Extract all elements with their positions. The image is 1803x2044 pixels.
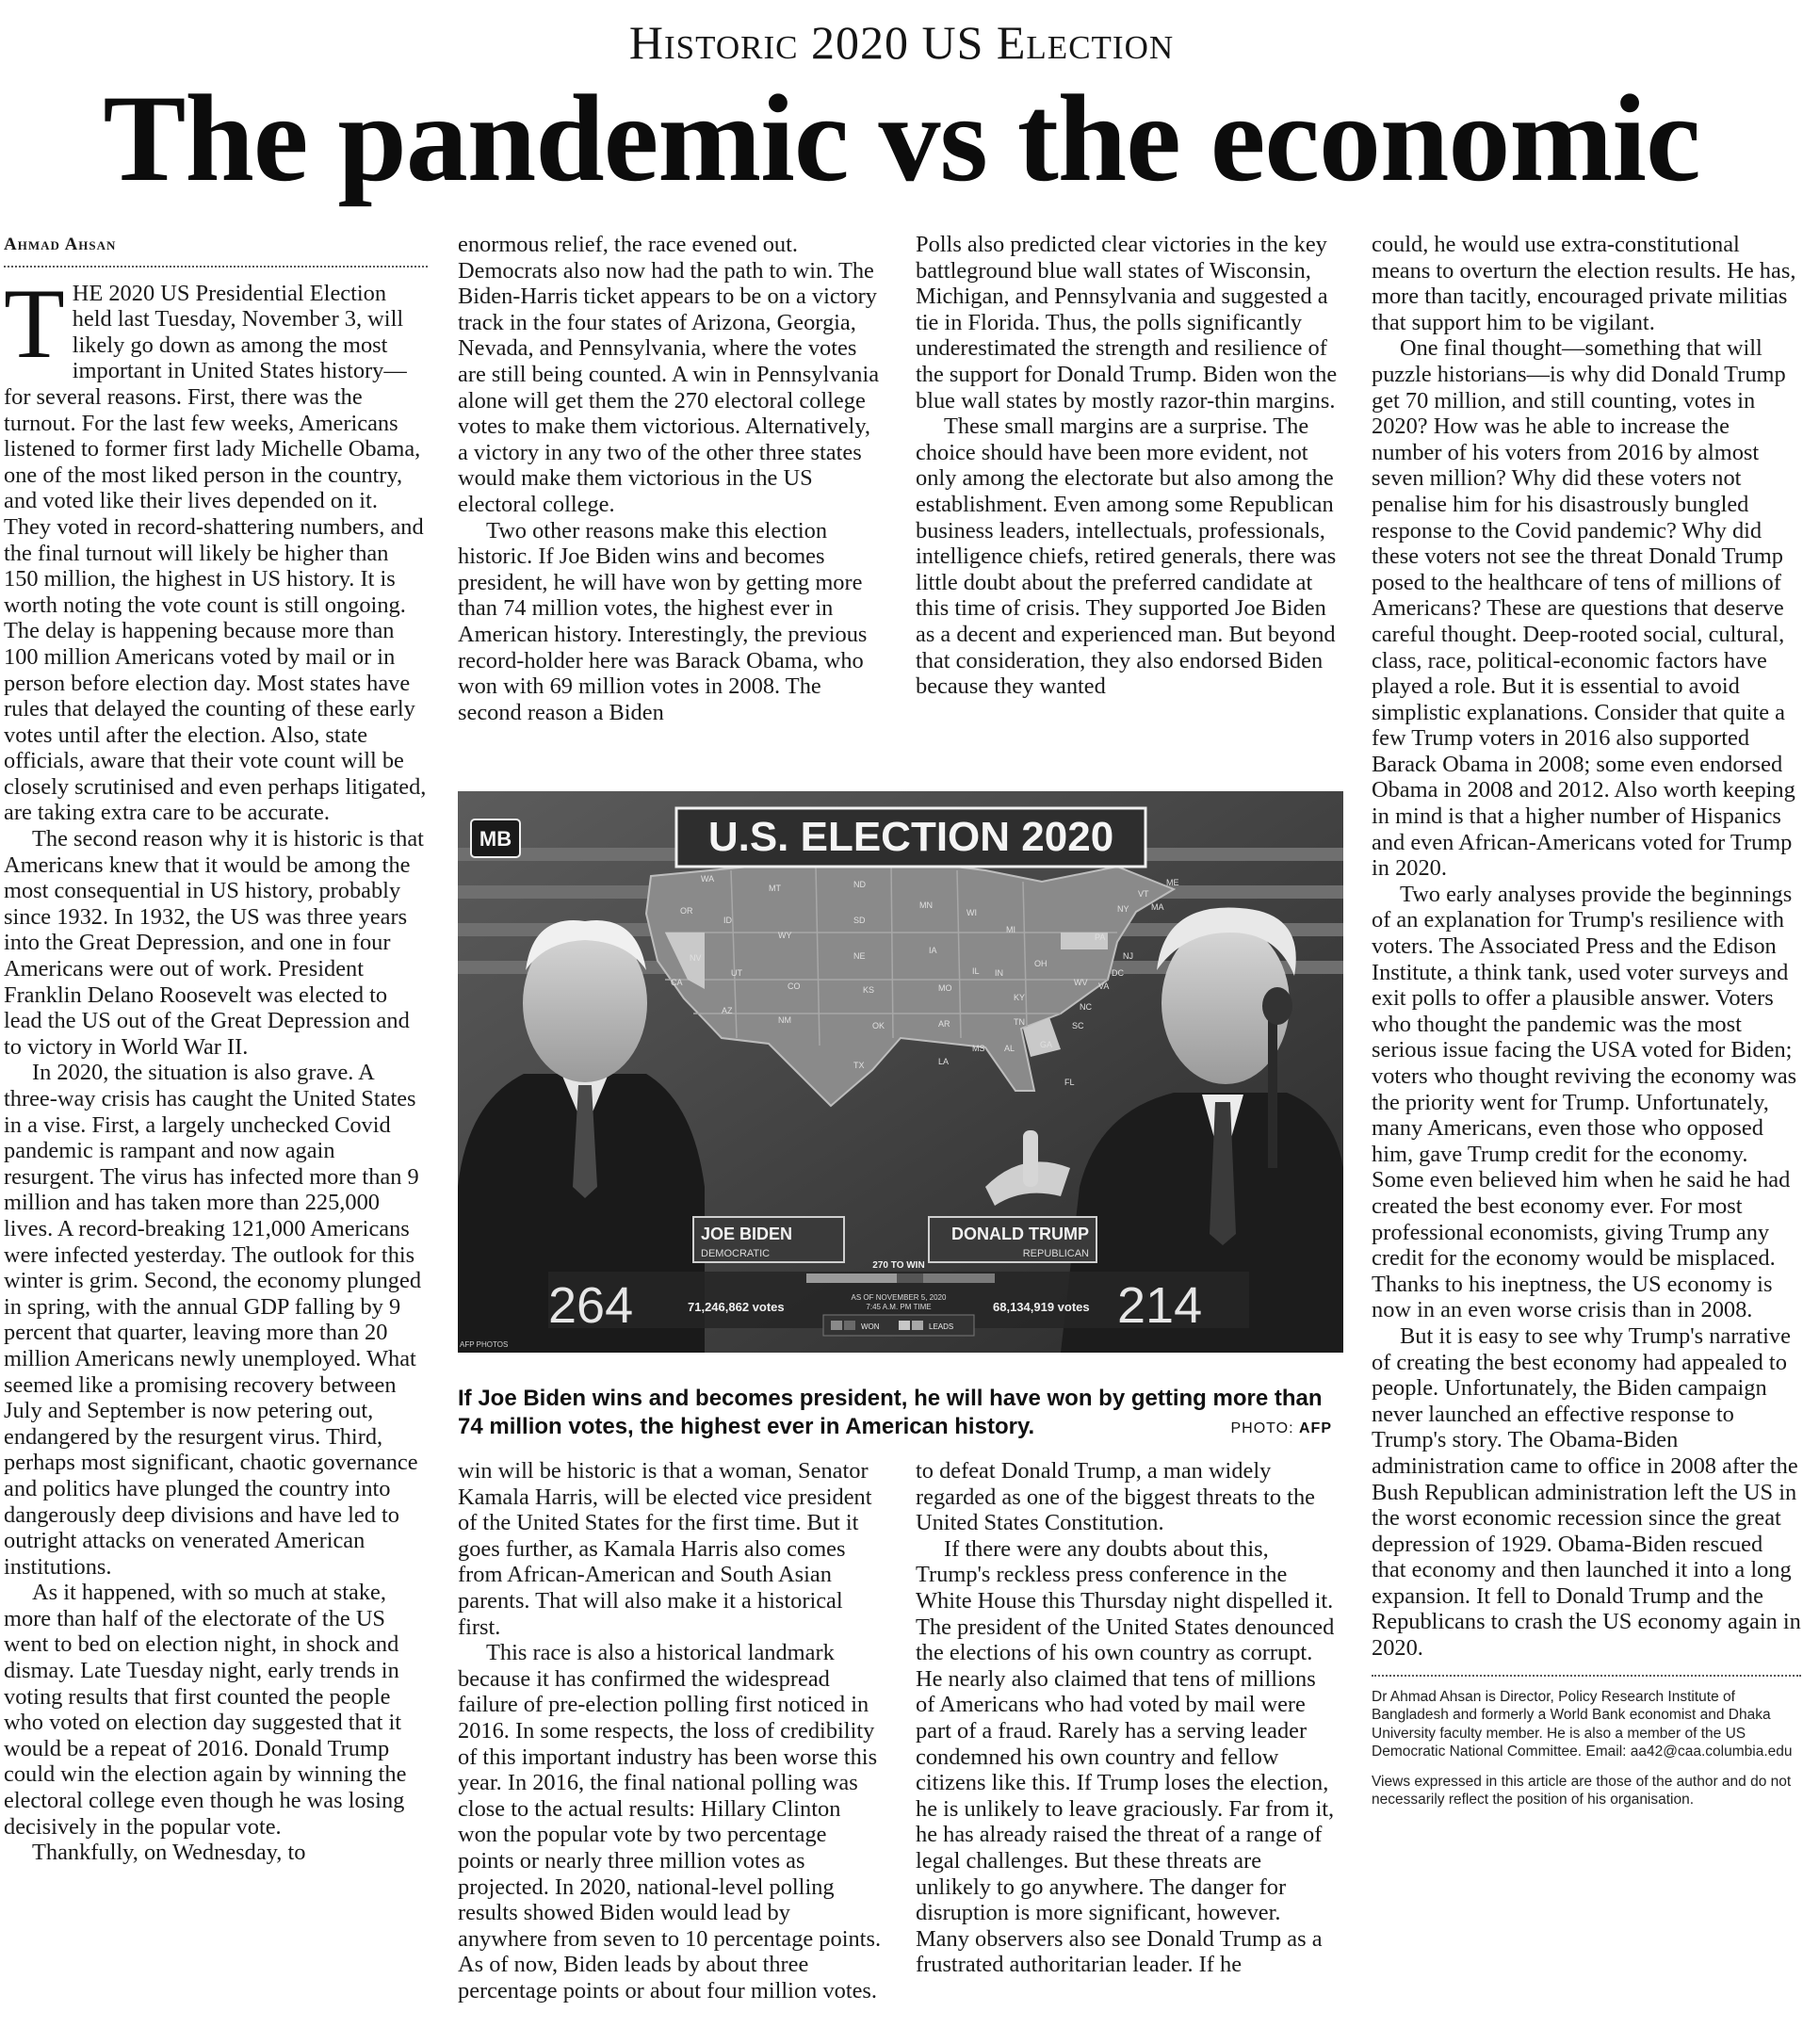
state-label-in: IN: [995, 968, 1003, 978]
state-label-la: LA: [938, 1057, 950, 1066]
progress-trump: [923, 1273, 995, 1283]
legend-leads: LEADS: [929, 1322, 954, 1331]
caption-text: If Joe Biden wins and becomes president, he will have won by getting more than 74 million votes, the highest ever in American history.: [458, 1386, 1323, 1439]
trump-electoral-votes: 214: [1117, 1277, 1203, 1334]
photo-caption: [458, 1385, 1343, 1441]
election-photo: [458, 791, 1343, 1353]
state-label-sd: SD: [853, 916, 866, 925]
state-label-wy: WY: [778, 931, 792, 940]
state-label-nd: ND: [853, 880, 866, 889]
as-of-time: 7:45 A.M. PM TIME: [866, 1303, 932, 1311]
state-label-ks: KS: [863, 985, 875, 995]
paragraph: This race is also a historical landmark because it has confirmed the widespread failure of pre-election polling first noticed in 2016. In some respects, the loss of credibility of this important industry has been worse this year. In 2016, the final national polling was close to the actual results: Hillary Clinton won the popular vote by two percentage points or nearly three million votes as projected. In 2020, national-level polling results showed Biden would lead by anywhere from seven to 10 percentage points. As of now, Biden leads by about three percentage points or about four million votes.: [458, 1640, 882, 2003]
biden-electoral-votes: 264: [548, 1277, 634, 1334]
state-label-sc: SC: [1072, 1021, 1084, 1030]
mb-logo: MB: [479, 827, 512, 851]
state-label-nc: NC: [1080, 1002, 1092, 1012]
state-label-ut: UT: [731, 968, 742, 978]
state-label-wv: WV: [1074, 978, 1088, 987]
state-label-or: OR: [680, 906, 693, 916]
state-label-nm: NM: [778, 1015, 791, 1025]
to-win-label: 270 TO WIN: [872, 1260, 925, 1271]
state-label-pa: PA: [1095, 933, 1106, 942]
author-bio-text: Dr Ahmad Ahsan is Director, Policy Research Institute of Bangladesh and formerly a World Bank economist and Dhaka University faculty member. He is also a member of the US Democratic National Committee. Email: aa42@caa.columbia.edu: [1372, 1688, 1793, 1760]
author-bio: [1372, 1675, 1801, 1809]
trump-party: REPUBLICAN: [1022, 1248, 1089, 1259]
as-of-date: AS OF NOVEMBER 5, 2020: [851, 1293, 947, 1302]
state-label-ok: OK: [872, 1021, 885, 1030]
paragraph: In 2020, the situation is also grave. A three-way crisis has caught the United States in a vise. First, a largely unchecked Covid pandemic is rampant and now again resurgent. The virus has infected more than 9 million and has taken more than 225,000 lives. A record-breaking 121,000 Americans were infected yesterday. The outlook for this winter is grim. Second, the economy plunged in spring, with the annual GDP falling by 9 percent that quarter, leaving more than 20 million Americans newly unemployed. What seemed like a promising recovery between July and September is now petering out, endangered by the resurgent virus. Third, perhaps most significant, chaotic governance and politics have plunged the country into dangerously deep divisions and have led to outright attacks on venerated American institutions.: [4, 1060, 422, 1580]
headline: The pandemic vs the economic: [103, 69, 1700, 207]
state-label-ms: MS: [972, 1044, 985, 1053]
paragraph: enormous relief, the race evened out. Democrats also now had the path to win. The Biden-Harris ticket appears to be on a victory track in the four states of Arizona, Georgia, Nevada, and Pennsylvania, where the votes are still being counted. A win in Pennsylvania alone will get them the 270 electoral college votes to make them victorious. Alternatively, a victory in any two of the other three states would make them victorious in the US electoral college.: [458, 232, 880, 517]
state-label-ne: NE: [853, 951, 866, 961]
state-label-ca: CA: [671, 978, 683, 987]
paragraph: If there were any doubts about this, Trump's reckless press conference in the White House this Thursday night dispelled it. The president of the United States denounced the elections of his own country as corrupt. He nearly also claimed that tens of millions of Americans who had voted by mail were part of a fraud. Rarely has a serving leader condemned his own country and fellow citizens like this. If Trump loses the election, he is unlikely to leave graciously. Far from it, he has already raised the threat of a range of legal challenges. But these threats are unlikely to go anywhere. The danger for disruption is more significant, however. Many observers also see Donald Trump as a frustrated authoritarian leader. If he: [916, 1535, 1335, 1978]
paragraph: win will be historic is that a woman, Senator Kamala Harris, will be elected vice president of the United States for the first time. But it goes further, as Kamala Harris also comes from African-American and South Asian parents. That will also make it a historical first.: [458, 1458, 872, 1640]
state-label-nj: NJ: [1123, 951, 1133, 961]
state-label-ma: MA: [1151, 902, 1164, 912]
column-3-bottom: [916, 1458, 1340, 1978]
column-4: [1372, 232, 1801, 1821]
trump-name: DONALD TRUMP: [951, 1225, 1089, 1243]
state-label-dc: DC: [1112, 968, 1124, 978]
state-label-me: ME: [1166, 878, 1179, 887]
column-1: [4, 232, 428, 1866]
biden-party: DEMOCRATIC: [701, 1248, 771, 1259]
state-label-ky: KY: [1014, 993, 1026, 1002]
state-label-fl: FL: [1064, 1078, 1075, 1087]
state-label-id: ID: [723, 916, 732, 925]
photo-source: AFP PHOTOS: [460, 1340, 509, 1349]
state-label-tx: TX: [853, 1061, 865, 1070]
state-label-va: VA: [1098, 981, 1110, 991]
drop-cap: T: [4, 268, 65, 379]
state-label-oh: OH: [1034, 959, 1048, 968]
paragraph: But it is easy to see why Trump's narrative of creating the best economy had appealed to people. Unfortunately, the Biden campaign never launched an effective response to Trump's story. The Obama-Biden administration came to office in 2008 after the Bush Republican administration left the US in the worst economic recession since the great depression of 1929. Obama-Biden rescued that economy and then launched it into a long expansion. It fell to Donald Trump and the Republicans to crash the US economy again in 2020.: [1372, 1322, 1801, 1662]
column-2-bottom: [458, 1458, 882, 2003]
paragraph: to defeat Donald Trump, a man widely regarded as one of the biggest threats to the United States Constitution.: [916, 1458, 1315, 1536]
paragraph: Two other reasons make this election historic. If Joe Biden wins and becomes president, he will have won by getting more than 74 million votes, the highest ever in American history. Interestingly, the previous record-holder here was Barack Obama, who won with 69 million votes in 2008. The second reason a Biden: [458, 517, 868, 725]
state-label-wa: WA: [701, 874, 715, 884]
photo-title: U.S. ELECTION 2020: [707, 814, 1114, 860]
column-3-top: [916, 232, 1340, 700]
paragraph: One final thought—something that will puzzle historians—is why did Donald Trump get 70 million, and still counting, votes in 2020? How was he able to increase the number of his voters from 2016 by almost seven million? Why did these voters not penalise him for his disastrously bungled response to the Covid pandemic? Why did these voters not see the threat Donald Trump posed to the healthcare of tens of millions of Americans? These are questions that deserve careful thought. Deep-rooted social, cultural, class, race, political-economic factors have played a role. But it is essential to avoid simplistic explanations. Consider that quite a few Trump voters in 2016 also supported Barack Obama in 2008; some even endorsed Obama in 2008 and 2012. Also worth keeping in mind is that a higher number of Hispanics and even African-Americans voted for Trump in 2020.: [1372, 335, 1795, 882]
paragraph: could, he would use extra-constitutional means to overturn the election results. He has, more than tacitly, encouraged private militias that support him to be vigilant.: [1372, 232, 1796, 335]
paragraph: These small margins are a surprise. The choice should have been more evident, not only among the electorate but also among the establishment. Even among some Republican business leaders, intellectuals, professionals, intelligence chiefs, retired generals, there was little doubt about the preferred candidate at this time of crisis. They supported Joe Biden as a decent and experienced man. But beyond that consideration, they also endorsed Biden because they wanted: [916, 414, 1337, 700]
column-2-top: [458, 232, 882, 725]
lead-paragraph: THE 2020 US Presidential Election held last Tuesday, November 3, will likely go down as among the most important in United States history—for several reasons. First, there was the turnout. For the last few weeks, Americans listened to former first lady Michelle Obama, one of the most liked person in the country, and voted like their lives depended on it. They voted in record-shattering numbers, and the final turnout will likely be higher than 150 million, the highest in US history. It is worth noting the vote count is still ongoing. The delay is happening because more than 100 million Americans voted by mail or in person before election day. Most states have rules that delayed the counting of these early votes until after the election. Also, state officials, aware that their vote count will be closely scrutinised and even perhaps litigated, are taking extra care to be accurate.: [4, 268, 427, 826]
progress-biden: [806, 1273, 897, 1283]
trump-popular-votes: 68,134,919 votes: [993, 1300, 1090, 1314]
disclaimer: Views expressed in this article are those of the author and do not necessarily reflect the position of his organisation.: [1372, 1773, 1792, 1809]
state-label-mn: MN: [919, 900, 933, 910]
state-label-ia: IA: [929, 946, 937, 955]
biden-popular-votes: 71,246,862 votes: [688, 1300, 785, 1314]
paragraph: The second reason why it is historic is that Americans knew that it would be among the most consequential in US history, probably since 1932. In 1932, the US was three years into the Great Depression, and one in four Americans were out of work. President Franklin Delano Roosevelt was elected to lead the US out of the Great Depression and to victory in World War II.: [4, 826, 424, 1060]
paragraph: As it happened, with so much at stake, more than half of the electorate of the US went to bed on election night, in shock and dismay. Late Tuesday night, early trends in voting results that first counted the people who voted on election day suggested that it would be a repeat of 2016. Donald Trump could win the election again by winning the electoral college even though he was losing decisively in the popular vote.: [4, 1580, 407, 1840]
paragraph: Thankfully, on Wednesday, to: [32, 1840, 306, 1866]
state-label-az: AZ: [722, 1006, 733, 1015]
state-label-ga: GA: [1040, 1040, 1053, 1049]
state-label-mo: MO: [938, 983, 952, 993]
byline: Ahmad Ahsan: [4, 232, 428, 268]
paragraph: Polls also predicted clear victories in the key battleground blue wall states of Wisconsin, Michigan, and Pennsylvania and suggested a tie in Florida. Thus, the polls significantly underestimated the strength and resilience of the support for Donald Trump. Biden won the blue wall states by mostly razor-thin margins.: [916, 232, 1338, 414]
photo-credit: PHOTO: AFP: [1230, 1420, 1332, 1436]
state-label-tn: TN: [1014, 1017, 1025, 1027]
state-label-mi: MI: [1006, 925, 1015, 934]
biden-name: JOE BIDEN: [701, 1225, 793, 1243]
state-label-vt: VT: [1138, 889, 1149, 899]
state-label-il: IL: [972, 966, 980, 976]
paragraph: Two early analyses provide the beginnings of an explanation for Trump's resilience with voters. The Associated Press and the Edison Institute, a think tank, used voter surveys and exit polls to offer a plausible answer. Voters who thought the pandemic was the most serious issue facing the USA voted for Biden; voters who thought reviving the economy was the priority went for Trump. Unfortunately, many Americans, even those who opposed him, gave Trump credit for the economy. Some even believed him when he said he had created the best economy ever. For most professional economists, giving Trump any credit for the economy would be misplaced. Thanks to his ineptness, the US economy is now in an even worse crisis than in 2008.: [1372, 881, 1797, 1323]
state-label-ny: NY: [1117, 904, 1129, 914]
section-kicker: Historic 2020 US Election: [628, 16, 1175, 69]
state-label-nv: NV: [690, 953, 702, 963]
state-label-co: CO: [788, 981, 801, 991]
legend-won: WON: [861, 1322, 880, 1331]
state-label-mt: MT: [769, 884, 781, 893]
state-label-al: AL: [1004, 1044, 1015, 1053]
state-label-ar: AR: [938, 1019, 950, 1029]
state-label-wi: WI: [966, 908, 977, 917]
